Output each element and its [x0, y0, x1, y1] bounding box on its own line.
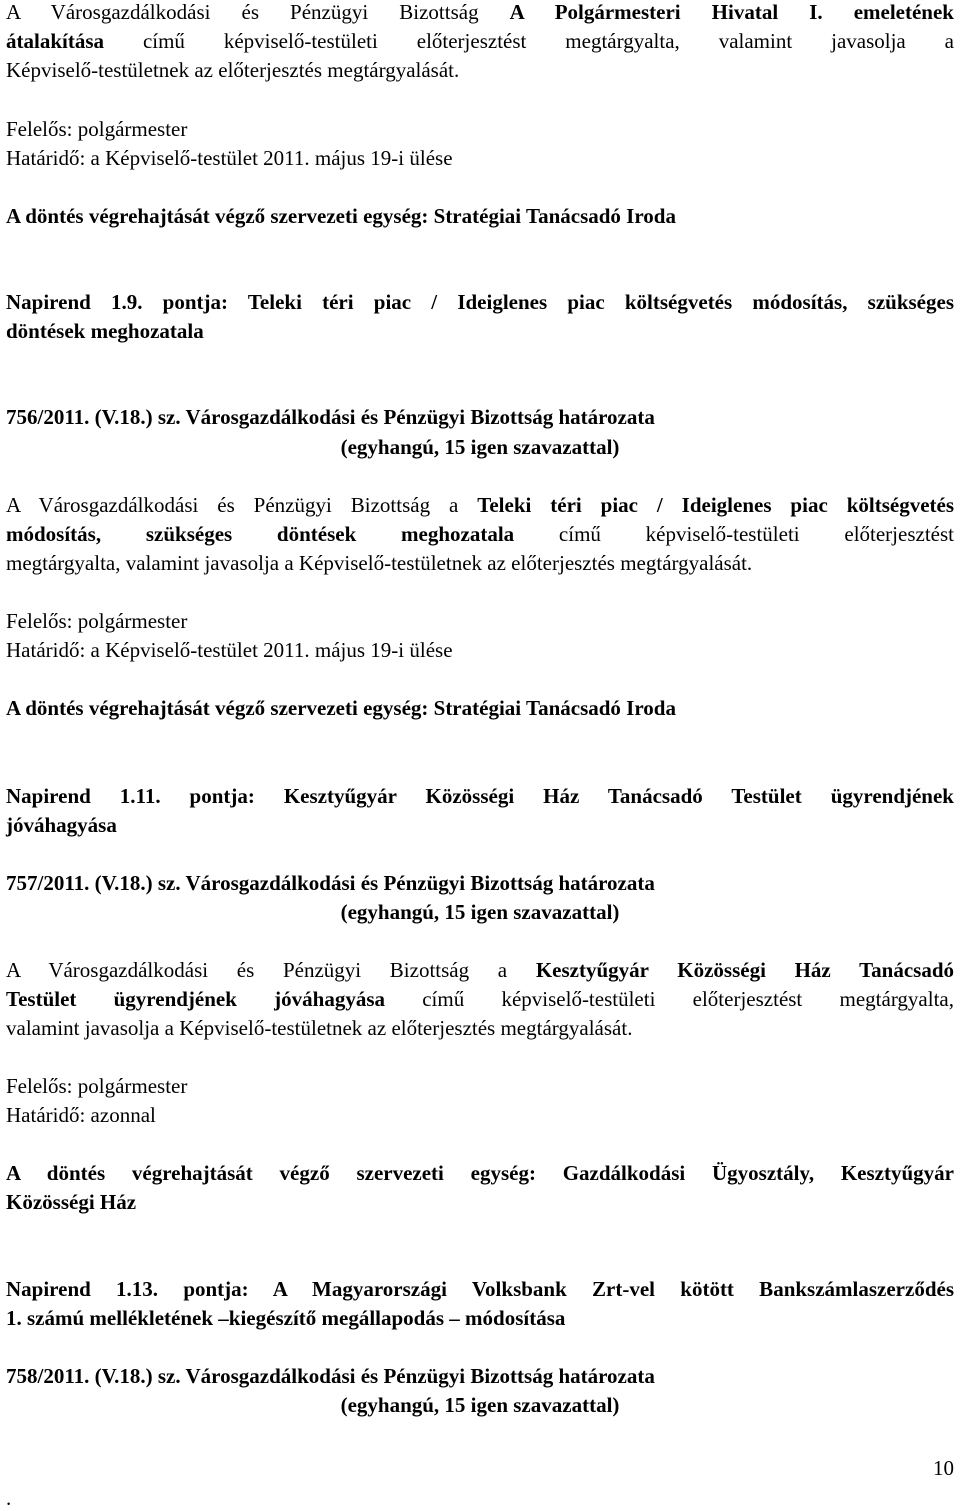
- resolution-body: Városgazdálkodási és Pénzügyi Bizottság határozata: [185, 871, 655, 895]
- vote-count: (egyhangú, 15 igen szavazattal): [340, 435, 620, 459]
- deadline-line: Határidő: azonnal: [6, 1103, 156, 1127]
- text-run: A Városgazdálkodási és Pénzügyi Bizottság: [6, 0, 510, 24]
- resolution-number: 758/2011. (V.18.) sz.: [6, 1364, 186, 1388]
- text-run-bold: A Polgármesteri Hivatal I. emeletének: [509, 0, 954, 24]
- text-run-bold: Testület ügyrendjének jóváhagyása: [6, 987, 385, 1011]
- agenda-heading: Napirend 1.11. pontja: Kesztyűgyár Közösségi Ház Tanácsadó Testület ügyrendjének: [6, 784, 954, 808]
- agenda-heading: jóváhagyása: [6, 813, 117, 837]
- resolution-body: Városgazdálkodási és Pénzügyi Bizottság határozata: [185, 405, 655, 429]
- executing-unit-line: A döntés végrehajtását végző szervezeti egység: Stratégiai Tanácsadó Iroda: [6, 696, 676, 720]
- paragraph-line: [6, 985, 954, 1013]
- text-run: című képviselő-testületi előterjesztést megtárgyalta,: [385, 987, 954, 1011]
- responsible-line: Felelős: polgármester: [6, 1074, 188, 1098]
- footer-dot: .: [6, 1486, 12, 1510]
- agenda-heading: Napirend 1.9. pontja: Teleki téri piac / Ideiglenes piac költségvetés módosítás, szükséges: [6, 290, 954, 314]
- vote-count: (egyhangú, 15 igen szavazattal): [340, 900, 620, 924]
- executing-unit-line: Közösségi Ház: [6, 1190, 137, 1214]
- paragraph-line: [6, 491, 954, 519]
- text-run: A Városgazdálkodási és Pénzügyi Bizottság a: [6, 958, 536, 982]
- resolution-title: [6, 403, 655, 431]
- executing-unit-line: A döntés végrehajtását végző szervezeti egység: Gazdálkodási Ügyosztály, Kesztyűgyár: [6, 1161, 954, 1185]
- vote-count: (egyhangú, 15 igen szavazattal): [340, 1393, 620, 1417]
- paragraph-line: [6, 0, 954, 26]
- page-number: 10: [933, 1456, 954, 1480]
- resolution-body: Városgazdálkodási és Pénzügyi Bizottság határozata: [185, 1364, 655, 1388]
- text-run: A Városgazdálkodási és Pénzügyi Bizottság a: [6, 493, 478, 517]
- paragraph-line: valamint javasolja a Képviselő-testületnek az előterjesztés megtárgyalását.: [6, 1016, 633, 1040]
- resolution-number: 756/2011. (V.18.) sz.: [6, 405, 186, 429]
- paragraph-line: megtárgyalta, valamint javasolja a Képviselő-testületnek az előterjesztés megtárgyalását.: [6, 551, 753, 575]
- text-run: című képviselő-testületi előterjesztést: [514, 522, 954, 546]
- agenda-heading: Napirend 1.13. pontja: A Magyarországi Volksbank Zrt-vel kötött Bankszámlaszerződés: [6, 1277, 954, 1301]
- responsible-line: Felelős: polgármester: [6, 117, 188, 141]
- text-run-bold: átalakítása: [6, 29, 105, 53]
- paragraph-line: [6, 27, 954, 55]
- deadline-line: Határidő: a Képviselő-testület 2011. május 19-i ülése: [6, 146, 453, 170]
- resolution-title: [6, 869, 655, 897]
- text-run-bold: Teleki téri piac / Ideiglenes piac költségvetés: [477, 493, 955, 517]
- responsible-line: Felelős: polgármester: [6, 609, 188, 633]
- agenda-heading: 1. számú mellékletének –kiegészítő megállapodás – módosítása: [6, 1306, 566, 1330]
- paragraph-line: [6, 956, 954, 984]
- resolution-title: [6, 1362, 655, 1390]
- executing-unit-line: A döntés végrehajtását végző szervezeti egység: Stratégiai Tanácsadó Iroda: [6, 204, 676, 228]
- paragraph-line: Képviselő-testületnek az előterjesztés megtárgyalását.: [6, 58, 460, 82]
- text-run: című képviselő-testületi előterjesztést megtárgyalta, valamint javasolja a: [104, 29, 954, 53]
- deadline-line: Határidő: a Képviselő-testület 2011. május 19-i ülése: [6, 638, 453, 662]
- paragraph-line: [6, 520, 954, 548]
- agenda-heading: döntések meghozatala: [6, 319, 204, 343]
- text-run-bold: Kesztyűgyár Közösségi Ház Tanácsadó: [535, 958, 954, 982]
- resolution-number: 757/2011. (V.18.) sz.: [6, 871, 186, 895]
- text-run-bold: módosítás, szükséges döntések meghozatala: [6, 522, 515, 546]
